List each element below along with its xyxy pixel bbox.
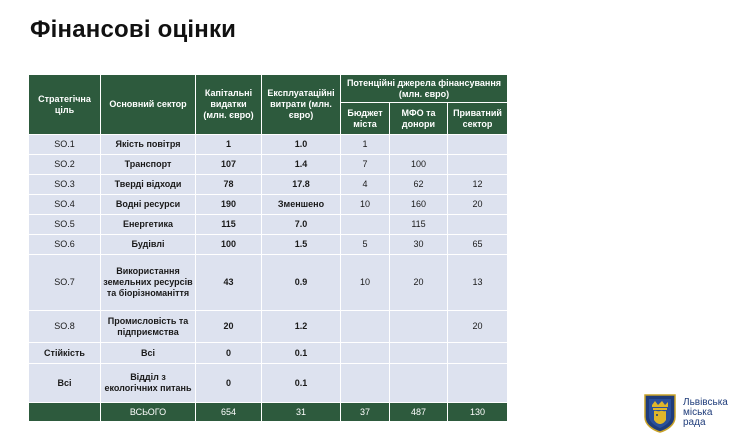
table-row (29, 195, 508, 215)
cell-sector: Відділ з екологічних питань (101, 364, 196, 403)
table-row (29, 311, 508, 343)
logo-line-1: Львівська (683, 397, 728, 408)
header-capex: Капітальні видатки (млн. євро) (196, 75, 262, 135)
cell-private (448, 135, 508, 155)
cell-ifi (390, 364, 448, 403)
cell-capex: 107 (196, 155, 262, 175)
header-goal: Стратегічна ціль (29, 75, 101, 135)
cell-goal: Стійкість (29, 343, 101, 364)
table-row (29, 235, 508, 255)
cell-budget (341, 364, 390, 403)
cell-goal: SO.3 (29, 175, 101, 195)
header-sector: Основний сектор (101, 75, 196, 135)
logo-line-3: рада (683, 417, 706, 428)
cell-sector: Енергетика (101, 215, 196, 235)
cell-private: 20 (448, 195, 508, 215)
cell-ifi: 160 (390, 195, 448, 215)
cell-sector: Транспорт (101, 155, 196, 175)
header-budget: Бюджет міста (341, 103, 390, 135)
cell-ifi: 62 (390, 175, 448, 195)
cell-opex: 1.4 (262, 155, 341, 175)
total-opex: 31 (262, 403, 341, 422)
cell-sector: Всі (101, 343, 196, 364)
cell-goal: SO.6 (29, 235, 101, 255)
cell-sector: Використання земельних ресурсів та біорізноманіття (101, 255, 196, 311)
table-row (29, 343, 508, 364)
cell-sector: Водні ресурси (101, 195, 196, 215)
cell-budget (341, 343, 390, 364)
cell-capex: 1 (196, 135, 262, 155)
cell-goal: SO.1 (29, 135, 101, 155)
cell-ifi (390, 135, 448, 155)
financial-estimates-table (28, 74, 508, 422)
cell-opex: 0.9 (262, 255, 341, 311)
cell-budget (341, 215, 390, 235)
header-private: Приватний сектор (448, 103, 508, 135)
total-label: ВСЬОГО (101, 403, 196, 422)
cell-private (448, 364, 508, 403)
cell-private: 20 (448, 311, 508, 343)
table-row (29, 155, 508, 175)
header-ifi: МФО та донори (390, 103, 448, 135)
header-opex: Експлуатаційні витрати (млн. євро) (262, 75, 341, 135)
cell-ifi: 20 (390, 255, 448, 311)
cell-opex: 1.2 (262, 311, 341, 343)
cell-capex: 78 (196, 175, 262, 195)
cell-private: 12 (448, 175, 508, 195)
total-capex: 654 (196, 403, 262, 422)
cell-goal: SO.5 (29, 215, 101, 235)
lion-coat-of-arms-icon (643, 393, 677, 433)
cell-budget: 5 (341, 235, 390, 255)
cell-opex: 0.1 (262, 343, 341, 364)
cell-capex: 0 (196, 364, 262, 403)
city-council-logo (643, 393, 728, 433)
cell-ifi: 30 (390, 235, 448, 255)
cell-private (448, 215, 508, 235)
cell-budget: 4 (341, 175, 390, 195)
table-row (29, 364, 508, 403)
cell-capex: 115 (196, 215, 262, 235)
cell-opex: 7.0 (262, 215, 341, 235)
logo-text (683, 398, 728, 428)
cell-sector: Тверді відходи (101, 175, 196, 195)
total-budget: 37 (341, 403, 390, 422)
cell-opex: 17.8 (262, 175, 341, 195)
cell-opex: 1.5 (262, 235, 341, 255)
cell-goal: Всі (29, 364, 101, 403)
table-row (29, 175, 508, 195)
cell-private: 65 (448, 235, 508, 255)
cell-budget: 10 (341, 195, 390, 215)
cell-budget: 10 (341, 255, 390, 311)
cell-budget (341, 311, 390, 343)
cell-capex: 43 (196, 255, 262, 311)
cell-opex: 0.1 (262, 364, 341, 403)
table-row (29, 215, 508, 235)
page-title: Фінансові оцінки (30, 16, 237, 43)
table-row (29, 135, 508, 155)
cell-ifi (390, 311, 448, 343)
cell-private (448, 155, 508, 175)
total-private: 130 (448, 403, 508, 422)
cell-goal: SO.7 (29, 255, 101, 311)
cell-goal: SO.8 (29, 311, 101, 343)
cell-goal: SO.2 (29, 155, 101, 175)
total-empty (29, 403, 101, 422)
cell-capex: 0 (196, 343, 262, 364)
cell-goal: SO.4 (29, 195, 101, 215)
cell-capex: 20 (196, 311, 262, 343)
cell-opex: Зменшено (262, 195, 341, 215)
header-sources: Потенційні джерела фінансування (млн. євро) (341, 75, 508, 103)
cell-budget: 1 (341, 135, 390, 155)
cell-sector: Якість повітря (101, 135, 196, 155)
cell-private: 13 (448, 255, 508, 311)
cell-sector: Будівлі (101, 235, 196, 255)
cell-opex: 1.0 (262, 135, 341, 155)
cell-ifi: 100 (390, 155, 448, 175)
cell-private (448, 343, 508, 364)
cell-ifi: 115 (390, 215, 448, 235)
cell-ifi (390, 343, 448, 364)
cell-budget: 7 (341, 155, 390, 175)
cell-capex: 100 (196, 235, 262, 255)
logo-line-2: міська (683, 407, 713, 418)
table-row (29, 255, 508, 311)
cell-sector: Промисловість та підприємства (101, 311, 196, 343)
cell-capex: 190 (196, 195, 262, 215)
total-ifi: 487 (390, 403, 448, 422)
